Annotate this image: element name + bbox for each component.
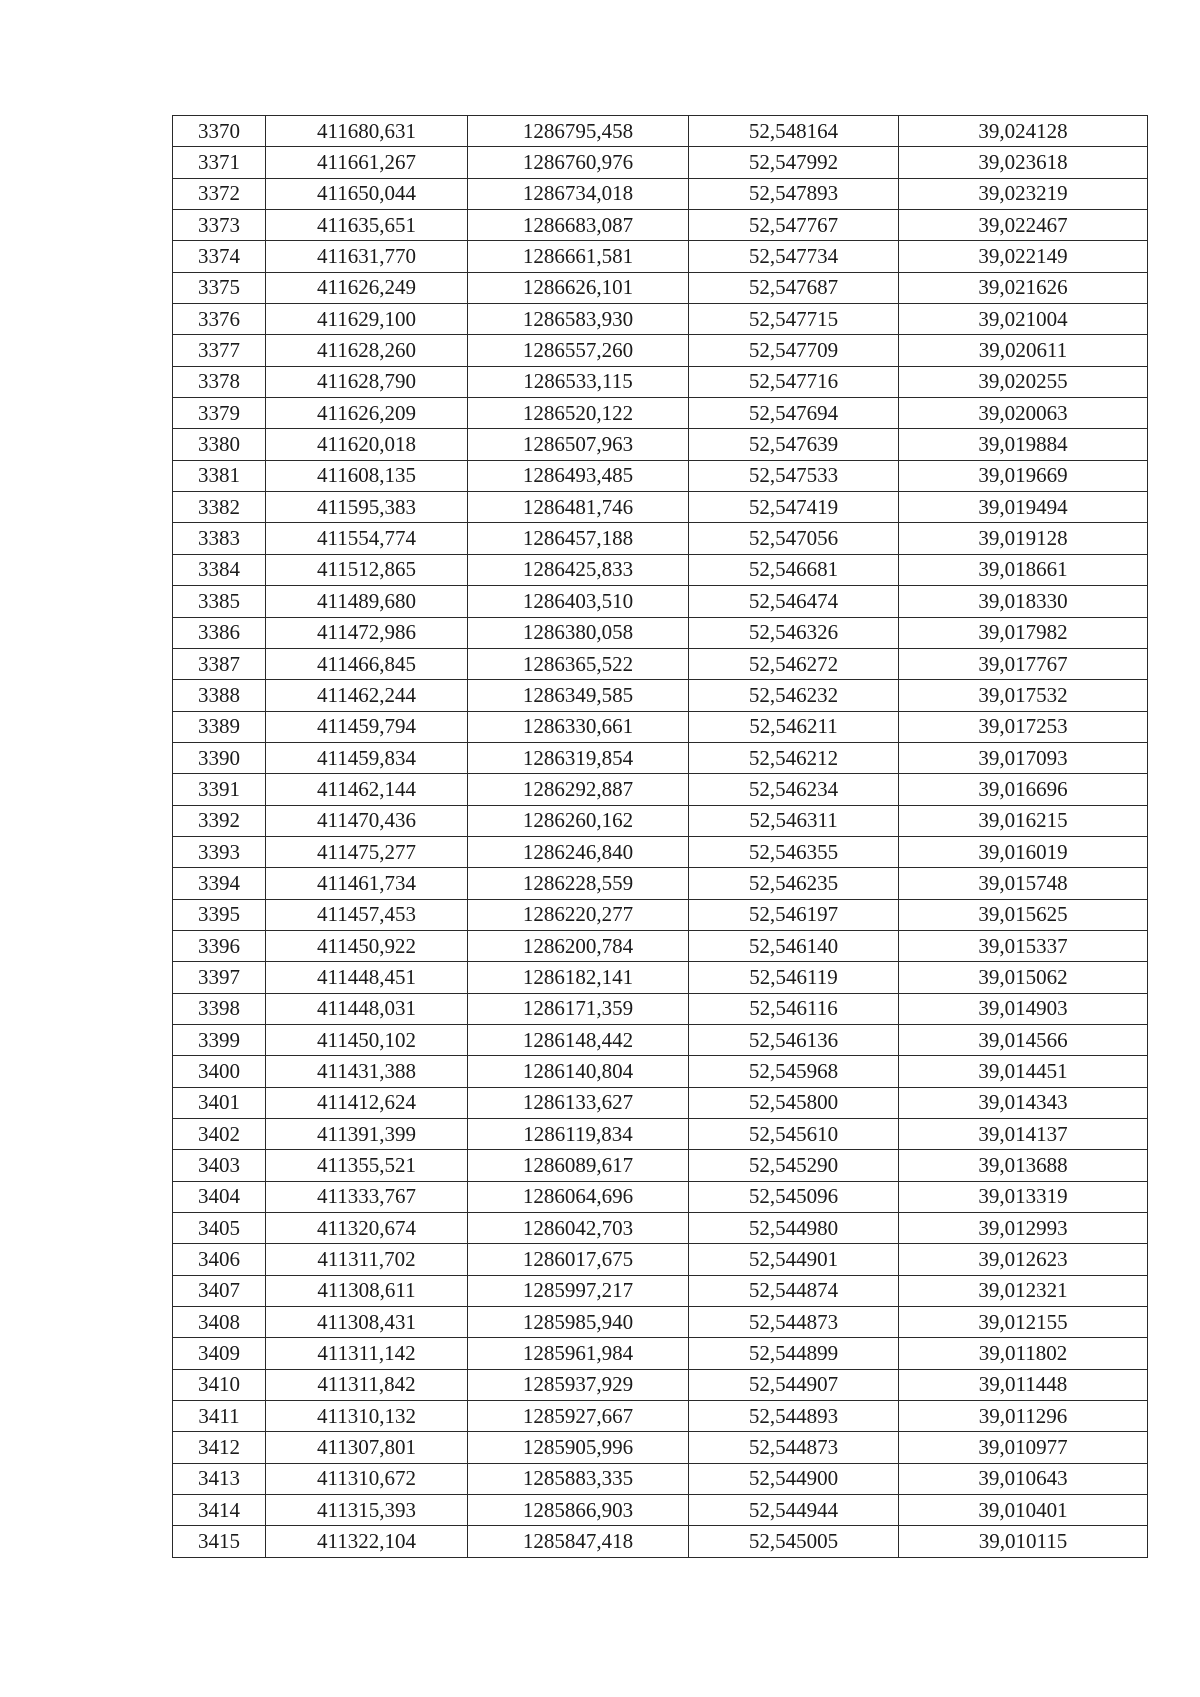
point-number-cell: 3384 <box>173 554 266 585</box>
x-coordinate-cell: 411629,100 <box>266 304 468 335</box>
y-coordinate-cell: 1286457,188 <box>468 523 689 554</box>
longitude-cell: 39,016019 <box>899 836 1148 867</box>
y-coordinate-cell: 1286626,101 <box>468 272 689 303</box>
x-coordinate-cell: 411628,790 <box>266 366 468 397</box>
latitude-cell: 52,546235 <box>689 868 899 899</box>
point-number-cell: 3414 <box>173 1495 266 1526</box>
y-coordinate-cell: 1285961,984 <box>468 1338 689 1369</box>
y-coordinate-cell: 1286380,058 <box>468 617 689 648</box>
point-number-cell: 3372 <box>173 178 266 209</box>
table-row <box>173 398 1148 429</box>
longitude-cell: 39,017532 <box>899 680 1148 711</box>
longitude-cell: 39,017982 <box>899 617 1148 648</box>
point-number-cell: 3388 <box>173 680 266 711</box>
x-coordinate-cell: 411512,865 <box>266 554 468 585</box>
y-coordinate-cell: 1285883,335 <box>468 1463 689 1494</box>
x-coordinate-cell: 411626,249 <box>266 272 468 303</box>
longitude-cell: 39,012623 <box>899 1244 1148 1275</box>
x-coordinate-cell: 411391,399 <box>266 1119 468 1150</box>
longitude-cell: 39,023618 <box>899 147 1148 178</box>
latitude-cell: 52,545800 <box>689 1087 899 1118</box>
y-coordinate-cell: 1286064,696 <box>468 1181 689 1212</box>
longitude-cell: 39,011448 <box>899 1369 1148 1400</box>
latitude-cell: 52,544901 <box>689 1244 899 1275</box>
table-row <box>173 586 1148 617</box>
longitude-cell: 39,014566 <box>899 1024 1148 1055</box>
point-number-cell: 3415 <box>173 1526 266 1557</box>
longitude-cell: 39,017767 <box>899 648 1148 679</box>
x-coordinate-cell: 411466,845 <box>266 648 468 679</box>
y-coordinate-cell: 1286493,485 <box>468 460 689 491</box>
point-number-cell: 3385 <box>173 586 266 617</box>
point-number-cell: 3394 <box>173 868 266 899</box>
point-number-cell: 3387 <box>173 648 266 679</box>
x-coordinate-cell: 411355,521 <box>266 1150 468 1181</box>
longitude-cell: 39,020063 <box>899 398 1148 429</box>
latitude-cell: 52,547893 <box>689 178 899 209</box>
latitude-cell: 52,547992 <box>689 147 899 178</box>
y-coordinate-cell: 1286760,976 <box>468 147 689 178</box>
table-row <box>173 680 1148 711</box>
table-row <box>173 210 1148 241</box>
table-row <box>173 1150 1148 1181</box>
table-row <box>173 993 1148 1024</box>
latitude-cell: 52,547533 <box>689 460 899 491</box>
y-coordinate-cell: 1286182,141 <box>468 962 689 993</box>
x-coordinate-cell: 411680,631 <box>266 116 468 147</box>
point-number-cell: 3375 <box>173 272 266 303</box>
latitude-cell: 52,547716 <box>689 366 899 397</box>
latitude-cell: 52,545290 <box>689 1150 899 1181</box>
latitude-cell: 52,544944 <box>689 1495 899 1526</box>
y-coordinate-cell: 1286734,018 <box>468 178 689 209</box>
x-coordinate-cell: 411461,734 <box>266 868 468 899</box>
x-coordinate-cell: 411310,132 <box>266 1401 468 1432</box>
table-row <box>173 1213 1148 1244</box>
y-coordinate-cell: 1286507,963 <box>468 429 689 460</box>
longitude-cell: 39,014343 <box>899 1087 1148 1118</box>
y-coordinate-cell: 1286220,277 <box>468 899 689 930</box>
table-row <box>173 178 1148 209</box>
y-coordinate-cell: 1286661,581 <box>468 241 689 272</box>
latitude-cell: 52,547687 <box>689 272 899 303</box>
table-row <box>173 836 1148 867</box>
y-coordinate-cell: 1286292,887 <box>468 774 689 805</box>
y-coordinate-cell: 1286533,115 <box>468 366 689 397</box>
table-row <box>173 1495 1148 1526</box>
latitude-cell: 52,544899 <box>689 1338 899 1369</box>
table-row <box>173 460 1148 491</box>
longitude-cell: 39,019128 <box>899 523 1148 554</box>
latitude-cell: 52,547767 <box>689 210 899 241</box>
longitude-cell: 39,010977 <box>899 1432 1148 1463</box>
y-coordinate-cell: 1286583,930 <box>468 304 689 335</box>
latitude-cell: 52,547715 <box>689 304 899 335</box>
table-row <box>173 366 1148 397</box>
point-number-cell: 3381 <box>173 460 266 491</box>
latitude-cell: 52,546212 <box>689 742 899 773</box>
latitude-cell: 52,545968 <box>689 1056 899 1087</box>
point-number-cell: 3370 <box>173 116 266 147</box>
longitude-cell: 39,024128 <box>899 116 1148 147</box>
point-number-cell: 3411 <box>173 1401 266 1432</box>
table-row <box>173 1181 1148 1212</box>
y-coordinate-cell: 1286228,559 <box>468 868 689 899</box>
table-row <box>173 1119 1148 1150</box>
table-row <box>173 1338 1148 1369</box>
latitude-cell: 52,547694 <box>689 398 899 429</box>
latitude-cell: 52,546681 <box>689 554 899 585</box>
latitude-cell: 52,544907 <box>689 1369 899 1400</box>
table-row <box>173 868 1148 899</box>
longitude-cell: 39,012155 <box>899 1307 1148 1338</box>
coordinates-table-body <box>173 116 1148 1558</box>
x-coordinate-cell: 411322,104 <box>266 1526 468 1557</box>
latitude-cell: 52,546116 <box>689 993 899 1024</box>
y-coordinate-cell: 1286520,122 <box>468 398 689 429</box>
longitude-cell: 39,010115 <box>899 1526 1148 1557</box>
table-row <box>173 523 1148 554</box>
point-number-cell: 3398 <box>173 993 266 1024</box>
x-coordinate-cell: 411315,393 <box>266 1495 468 1526</box>
longitude-cell: 39,011802 <box>899 1338 1148 1369</box>
table-row <box>173 272 1148 303</box>
longitude-cell: 39,016215 <box>899 805 1148 836</box>
y-coordinate-cell: 1286089,617 <box>468 1150 689 1181</box>
point-number-cell: 3408 <box>173 1307 266 1338</box>
latitude-cell: 52,545005 <box>689 1526 899 1557</box>
longitude-cell: 39,022467 <box>899 210 1148 241</box>
longitude-cell: 39,012993 <box>899 1213 1148 1244</box>
longitude-cell: 39,013319 <box>899 1181 1148 1212</box>
latitude-cell: 52,544893 <box>689 1401 899 1432</box>
latitude-cell: 52,547056 <box>689 523 899 554</box>
point-number-cell: 3400 <box>173 1056 266 1087</box>
point-number-cell: 3371 <box>173 147 266 178</box>
latitude-cell: 52,546474 <box>689 586 899 617</box>
point-number-cell: 3404 <box>173 1181 266 1212</box>
longitude-cell: 39,015062 <box>899 962 1148 993</box>
point-number-cell: 3389 <box>173 711 266 742</box>
x-coordinate-cell: 411554,774 <box>266 523 468 554</box>
table-row <box>173 930 1148 961</box>
x-coordinate-cell: 411311,702 <box>266 1244 468 1275</box>
longitude-cell: 39,010401 <box>899 1495 1148 1526</box>
latitude-cell: 52,544900 <box>689 1463 899 1494</box>
table-row <box>173 1432 1148 1463</box>
longitude-cell: 39,018330 <box>899 586 1148 617</box>
x-coordinate-cell: 411628,260 <box>266 335 468 366</box>
longitude-cell: 39,020611 <box>899 335 1148 366</box>
point-number-cell: 3379 <box>173 398 266 429</box>
x-coordinate-cell: 411650,044 <box>266 178 468 209</box>
longitude-cell: 39,011296 <box>899 1401 1148 1432</box>
table-row <box>173 554 1148 585</box>
point-number-cell: 3413 <box>173 1463 266 1494</box>
latitude-cell: 52,546311 <box>689 805 899 836</box>
latitude-cell: 52,546232 <box>689 680 899 711</box>
y-coordinate-cell: 1285927,667 <box>468 1401 689 1432</box>
y-coordinate-cell: 1286133,627 <box>468 1087 689 1118</box>
x-coordinate-cell: 411448,451 <box>266 962 468 993</box>
longitude-cell: 39,020255 <box>899 366 1148 397</box>
latitude-cell: 52,547419 <box>689 492 899 523</box>
longitude-cell: 39,014451 <box>899 1056 1148 1087</box>
x-coordinate-cell: 411308,611 <box>266 1275 468 1306</box>
table-row <box>173 1024 1148 1055</box>
point-number-cell: 3395 <box>173 899 266 930</box>
latitude-cell: 52,546234 <box>689 774 899 805</box>
table-row <box>173 1087 1148 1118</box>
point-number-cell: 3409 <box>173 1338 266 1369</box>
x-coordinate-cell: 411635,651 <box>266 210 468 241</box>
y-coordinate-cell: 1286171,359 <box>468 993 689 1024</box>
y-coordinate-cell: 1285866,903 <box>468 1495 689 1526</box>
longitude-cell: 39,017093 <box>899 742 1148 773</box>
point-number-cell: 3392 <box>173 805 266 836</box>
latitude-cell: 52,544873 <box>689 1432 899 1463</box>
latitude-cell: 52,545610 <box>689 1119 899 1150</box>
latitude-cell: 52,547639 <box>689 429 899 460</box>
y-coordinate-cell: 1286481,746 <box>468 492 689 523</box>
point-number-cell: 3378 <box>173 366 266 397</box>
point-number-cell: 3382 <box>173 492 266 523</box>
table-row <box>173 116 1148 147</box>
y-coordinate-cell: 1286200,784 <box>468 930 689 961</box>
point-number-cell: 3393 <box>173 836 266 867</box>
x-coordinate-cell: 411459,834 <box>266 742 468 773</box>
longitude-cell: 39,019494 <box>899 492 1148 523</box>
longitude-cell: 39,023219 <box>899 178 1148 209</box>
x-coordinate-cell: 411450,922 <box>266 930 468 961</box>
longitude-cell: 39,022149 <box>899 241 1148 272</box>
point-number-cell: 3383 <box>173 523 266 554</box>
point-number-cell: 3399 <box>173 1024 266 1055</box>
longitude-cell: 39,015625 <box>899 899 1148 930</box>
y-coordinate-cell: 1286246,840 <box>468 836 689 867</box>
x-coordinate-cell: 411626,209 <box>266 398 468 429</box>
latitude-cell: 52,544874 <box>689 1275 899 1306</box>
x-coordinate-cell: 411595,383 <box>266 492 468 523</box>
x-coordinate-cell: 411412,624 <box>266 1087 468 1118</box>
point-number-cell: 3390 <box>173 742 266 773</box>
point-number-cell: 3403 <box>173 1150 266 1181</box>
latitude-cell: 52,546119 <box>689 962 899 993</box>
latitude-cell: 52,546272 <box>689 648 899 679</box>
latitude-cell: 52,546355 <box>689 836 899 867</box>
longitude-cell: 39,012321 <box>899 1275 1148 1306</box>
longitude-cell: 39,010643 <box>899 1463 1148 1494</box>
point-number-cell: 3396 <box>173 930 266 961</box>
y-coordinate-cell: 1286042,703 <box>468 1213 689 1244</box>
point-number-cell: 3373 <box>173 210 266 241</box>
y-coordinate-cell: 1286349,585 <box>468 680 689 711</box>
longitude-cell: 39,016696 <box>899 774 1148 805</box>
y-coordinate-cell: 1286425,833 <box>468 554 689 585</box>
y-coordinate-cell: 1286319,854 <box>468 742 689 773</box>
table-row <box>173 429 1148 460</box>
longitude-cell: 39,018661 <box>899 554 1148 585</box>
y-coordinate-cell: 1286365,522 <box>468 648 689 679</box>
y-coordinate-cell: 1285905,996 <box>468 1432 689 1463</box>
x-coordinate-cell: 411475,277 <box>266 836 468 867</box>
y-coordinate-cell: 1286330,661 <box>468 711 689 742</box>
x-coordinate-cell: 411320,674 <box>266 1213 468 1244</box>
table-row <box>173 1307 1148 1338</box>
point-number-cell: 3397 <box>173 962 266 993</box>
longitude-cell: 39,021626 <box>899 272 1148 303</box>
y-coordinate-cell: 1286557,260 <box>468 335 689 366</box>
table-row <box>173 241 1148 272</box>
x-coordinate-cell: 411448,031 <box>266 993 468 1024</box>
table-row <box>173 1463 1148 1494</box>
x-coordinate-cell: 411459,794 <box>266 711 468 742</box>
table-row <box>173 1056 1148 1087</box>
y-coordinate-cell: 1286260,162 <box>468 805 689 836</box>
latitude-cell: 52,545096 <box>689 1181 899 1212</box>
y-coordinate-cell: 1285997,217 <box>468 1275 689 1306</box>
table-row <box>173 617 1148 648</box>
x-coordinate-cell: 411608,135 <box>266 460 468 491</box>
longitude-cell: 39,021004 <box>899 304 1148 335</box>
latitude-cell: 52,544980 <box>689 1213 899 1244</box>
point-number-cell: 3412 <box>173 1432 266 1463</box>
x-coordinate-cell: 411470,436 <box>266 805 468 836</box>
table-row <box>173 1526 1148 1557</box>
x-coordinate-cell: 411457,453 <box>266 899 468 930</box>
x-coordinate-cell: 411620,018 <box>266 429 468 460</box>
latitude-cell: 52,546136 <box>689 1024 899 1055</box>
table-row <box>173 962 1148 993</box>
latitude-cell: 52,546211 <box>689 711 899 742</box>
y-coordinate-cell: 1285937,929 <box>468 1369 689 1400</box>
y-coordinate-cell: 1286683,087 <box>468 210 689 241</box>
point-number-cell: 3374 <box>173 241 266 272</box>
point-number-cell: 3377 <box>173 335 266 366</box>
latitude-cell: 52,546140 <box>689 930 899 961</box>
point-number-cell: 3406 <box>173 1244 266 1275</box>
y-coordinate-cell: 1286795,458 <box>468 116 689 147</box>
table-row <box>173 648 1148 679</box>
table-row <box>173 899 1148 930</box>
y-coordinate-cell: 1286403,510 <box>468 586 689 617</box>
coordinates-table <box>172 115 1148 1558</box>
table-row <box>173 304 1148 335</box>
longitude-cell: 39,014903 <box>899 993 1148 1024</box>
longitude-cell: 39,013688 <box>899 1150 1148 1181</box>
x-coordinate-cell: 411472,986 <box>266 617 468 648</box>
point-number-cell: 3405 <box>173 1213 266 1244</box>
x-coordinate-cell: 411489,680 <box>266 586 468 617</box>
latitude-cell: 52,548164 <box>689 116 899 147</box>
x-coordinate-cell: 411311,142 <box>266 1338 468 1369</box>
point-number-cell: 3386 <box>173 617 266 648</box>
latitude-cell: 52,547709 <box>689 335 899 366</box>
x-coordinate-cell: 411450,102 <box>266 1024 468 1055</box>
latitude-cell: 52,547734 <box>689 241 899 272</box>
point-number-cell: 3401 <box>173 1087 266 1118</box>
longitude-cell: 39,015337 <box>899 930 1148 961</box>
y-coordinate-cell: 1285847,418 <box>468 1526 689 1557</box>
point-number-cell: 3380 <box>173 429 266 460</box>
latitude-cell: 52,546197 <box>689 899 899 930</box>
latitude-cell: 52,546326 <box>689 617 899 648</box>
point-number-cell: 3402 <box>173 1119 266 1150</box>
point-number-cell: 3376 <box>173 304 266 335</box>
longitude-cell: 39,019669 <box>899 460 1148 491</box>
table-row <box>173 711 1148 742</box>
table-row <box>173 742 1148 773</box>
longitude-cell: 39,014137 <box>899 1119 1148 1150</box>
point-number-cell: 3407 <box>173 1275 266 1306</box>
y-coordinate-cell: 1286148,442 <box>468 1024 689 1055</box>
x-coordinate-cell: 411462,244 <box>266 680 468 711</box>
point-number-cell: 3410 <box>173 1369 266 1400</box>
y-coordinate-cell: 1286140,804 <box>468 1056 689 1087</box>
x-coordinate-cell: 411631,770 <box>266 241 468 272</box>
table-row <box>173 335 1148 366</box>
x-coordinate-cell: 411310,672 <box>266 1463 468 1494</box>
table-row <box>173 774 1148 805</box>
x-coordinate-cell: 411661,267 <box>266 147 468 178</box>
longitude-cell: 39,017253 <box>899 711 1148 742</box>
x-coordinate-cell: 411311,842 <box>266 1369 468 1400</box>
table-row <box>173 1401 1148 1432</box>
point-number-cell: 3391 <box>173 774 266 805</box>
longitude-cell: 39,019884 <box>899 429 1148 460</box>
y-coordinate-cell: 1285985,940 <box>468 1307 689 1338</box>
x-coordinate-cell: 411431,388 <box>266 1056 468 1087</box>
x-coordinate-cell: 411462,144 <box>266 774 468 805</box>
table-row <box>173 1275 1148 1306</box>
x-coordinate-cell: 411333,767 <box>266 1181 468 1212</box>
x-coordinate-cell: 411307,801 <box>266 1432 468 1463</box>
longitude-cell: 39,015748 <box>899 868 1148 899</box>
y-coordinate-cell: 1286119,834 <box>468 1119 689 1150</box>
table-row <box>173 1369 1148 1400</box>
table-row <box>173 492 1148 523</box>
table-row <box>173 147 1148 178</box>
y-coordinate-cell: 1286017,675 <box>468 1244 689 1275</box>
table-row <box>173 805 1148 836</box>
table-row <box>173 1244 1148 1275</box>
x-coordinate-cell: 411308,431 <box>266 1307 468 1338</box>
latitude-cell: 52,544873 <box>689 1307 899 1338</box>
